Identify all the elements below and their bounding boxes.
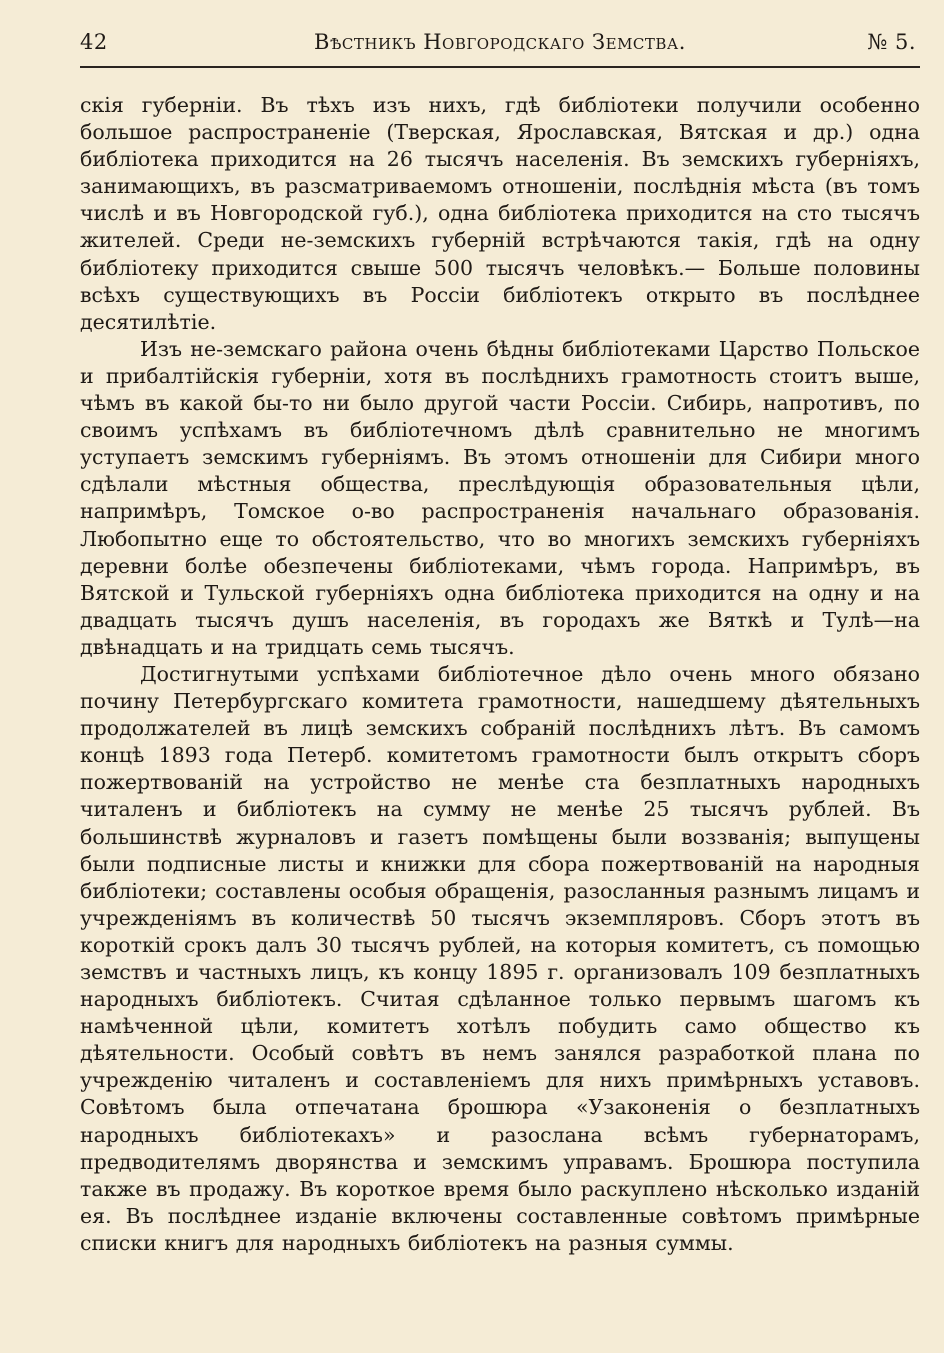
paragraph: Изъ не-земскаго района очень бѣдны библіотеками Царство Польское и прибалтійскія губерніи, хотя въ послѣднихъ грамотность стоитъ выше, чѣмъ въ какой бы-то ни было другой части Россіи. Сибирь, напротивъ, по своимъ успѣхамъ въ библіотечномъ дѣлѣ сравнительно не многимъ уступаетъ земскимъ губерніямъ. Въ этомъ отношеніи для Сибири много сдѣлали мѣстныя общества, преслѣдующія образовательныя цѣли, напримѣръ, Томское о-во распространенія начальнаго образованія. Любопытно еще то обстоятельство, что во многихъ земскихъ губерніяхъ деревни болѣе обезпечены библіотеками, чѣмъ города. Напримѣръ, въ Вятской и Тульской губерніяхъ одна библіотека приходится на одну и на двадцать тысячъ душъ населенія, въ городахъ же Вяткѣ и Тулѣ—на двѣнадцать и на тридцать семь тысячъ. [80, 336, 920, 659]
paragraph: Достигнутыми успѣхами библіотечное дѣло очень много обязано почину Петербургскаго комитета грамотности, нашедшему дѣятельныхъ продолжателей въ лицѣ земскихъ собраній послѣднихъ лѣтъ. Въ самомъ концѣ 1893 года Петерб. комитетомъ грамотности былъ открытъ сборъ пожертвованій на устройство не менѣе ста безплатныхъ народныхъ читаленъ и библіотекъ на сумму не менѣе 25 тысячъ рублей. Въ большинствѣ журналовъ и газетъ помѣщены были воззванія; выпущены были подписные листы и книжки для сбора пожертвованій на народныя библіотеки; составлены особыя обращенія, разосланныя разнымъ лицамъ и учрежденіямъ въ количествѣ 50 тысячъ экземпляровъ. Сборъ этотъ въ короткій срокъ далъ 30 тысячъ рублей, на которыя комитетъ, съ помощью земствъ и частныхъ лицъ, къ концу 1895 г. организовалъ 109 безплатныхъ народныхъ библіотекъ. Считая сдѣланное только первымъ шагомъ къ намѣченной цѣли, комитетъ хотѣлъ побудить само общество къ дѣятельности. Особый совѣтъ въ немъ занялся разработкой плана по учрежденію читаленъ и составленіемъ для нихъ примѣрныхъ уставовъ. Совѣтомъ была отпечатана брошюра «Узаконенія о безплатныхъ народныхъ библіотекахъ» и разослана всѣмъ губернаторамъ, предводителямъ дворянства и земскимъ управамъ. Брошюра поступила также въ продажу. Въ короткое время было раскуплено нѣсколько изданій ея. Въ послѣднее изданіе включены составленные совѣтомъ примѣрные списки книгъ для народныхъ библіотекъ на разныя суммы. [80, 661, 920, 1255]
running-title: Вѣстникъ Новгородскаго Земства. [314, 30, 686, 54]
page-header [80, 18, 920, 68]
book-page [80, 18, 920, 1328]
paragraph: скія губерніи. Въ тѣхъ изъ нихъ, гдѣ библіотеки получили особенно большое распространеніе (Тверская, Ярославская, Вятская и др.) одна библіотека приходится на 26 тысячъ населенія. Въ земскихъ губерніяхъ, занимающихъ, въ разсматриваемомъ отношеніи, послѣднія мѣста (въ томъ числѣ и въ Новгородской губ.), одна библіотека приходится на сто тысячъ жителей. Среди не-земскихъ губерній встрѣчаются такія, гдѣ на одну библіотеку приходится свыше 500 тысячъ человѣкъ.— Больше половины всѣхъ существующихъ въ Россіи библіотекъ открыто въ послѣднее десятилѣтіе. [80, 93, 920, 334]
page-number: 42 [80, 30, 108, 54]
body-text [80, 92, 920, 1257]
issue-number: № 5. [867, 30, 916, 54]
